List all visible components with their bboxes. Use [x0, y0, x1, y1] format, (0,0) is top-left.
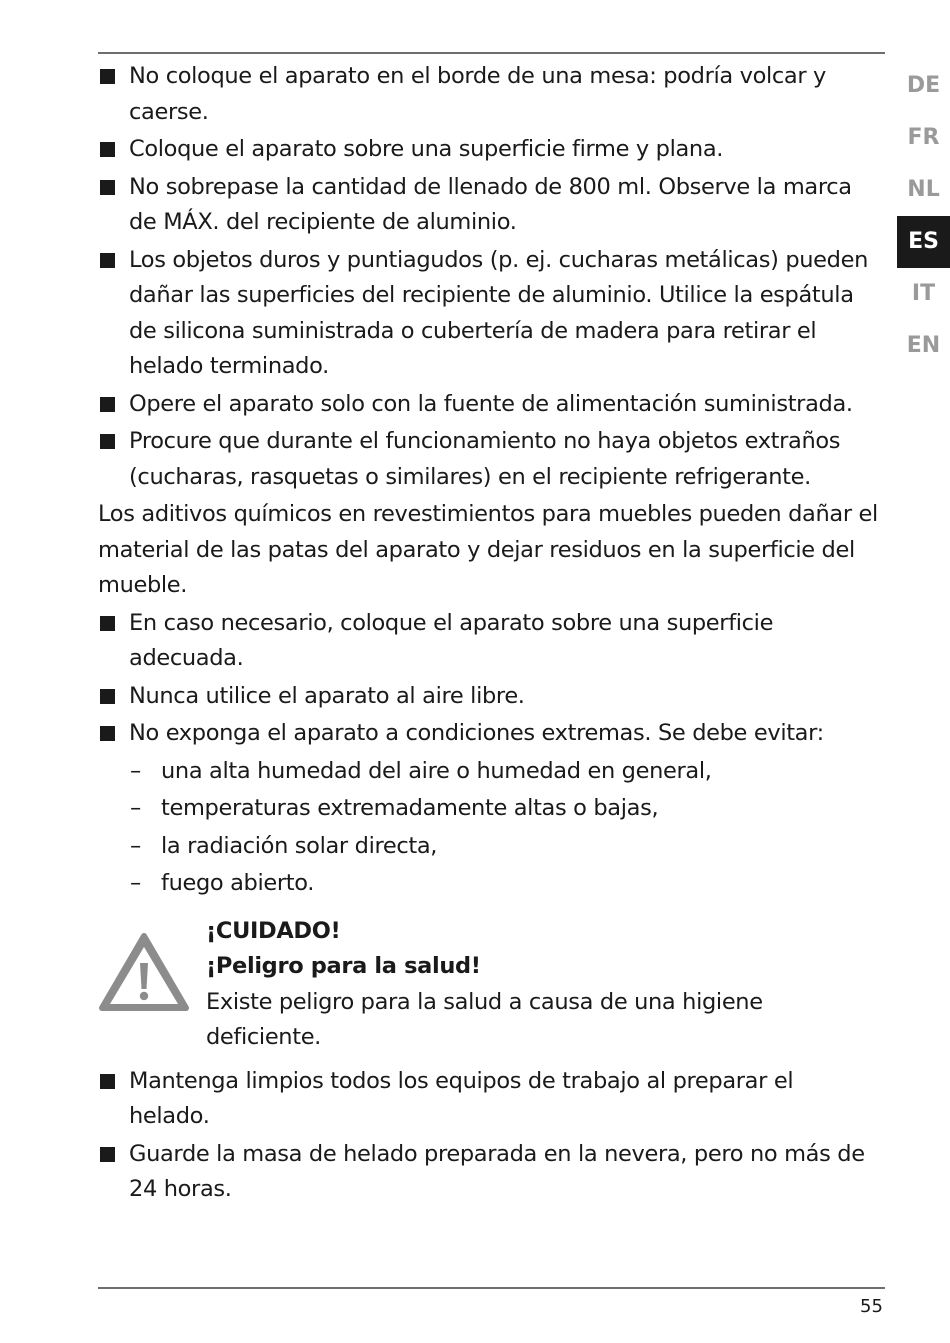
list-item-text: En caso necesario, coloque el aparato sobre una superficie adecuada.: [129, 609, 774, 671]
bottom-rule: [98, 1287, 885, 1289]
tab-fr[interactable]: FR: [907, 125, 940, 150]
square-bullet-icon: [100, 397, 115, 412]
list-item: [98, 424, 878, 495]
list-item-text: Opere el aparato solo con la fuente de alimentación suministrada.: [129, 390, 853, 417]
square-bullet-icon: [100, 142, 115, 157]
list-item: [98, 1064, 878, 1135]
dash-item-text: temperaturas extremadamente altas o bajas,: [161, 795, 659, 821]
main-content: [98, 58, 878, 1210]
dash-item: [98, 791, 878, 827]
square-bullet-icon: [100, 1147, 115, 1162]
square-bullet-icon: [100, 434, 115, 449]
list-item: [98, 59, 878, 130]
list-item: [98, 387, 878, 423]
top-rule: [98, 52, 885, 54]
list-item-text: Nunca utilice el aparato al aire libre.: [129, 682, 525, 709]
list-item: [98, 679, 878, 715]
dash-marker: –: [130, 870, 141, 896]
warning-triangle-icon: [98, 932, 190, 1012]
tab-de[interactable]: DE: [906, 73, 941, 98]
warning-block: [98, 914, 878, 1056]
dash-marker: –: [130, 832, 141, 859]
list-item-text: No sobrepase la cantidad de llenado de 800 ml. Observe la marca de MÁX. del recipiente de aluminio.: [129, 173, 852, 235]
dash-item-text: fuego abierto.: [161, 870, 315, 896]
list-item-text: Mantenga limpios todos los equipos de trabajo al preparar el helado.: [129, 1067, 794, 1129]
warning-title: ¡CUIDADO!: [206, 917, 341, 944]
square-bullet-icon: [100, 180, 115, 195]
dash-item: [98, 866, 878, 902]
body-paragraph: Los aditivos químicos en revestimientos para muebles pueden dañar el material de las patas del aparato y dejar residuos en la superficie del mueble.: [98, 501, 878, 598]
list-item: [98, 606, 878, 677]
square-bullet-icon: [100, 689, 115, 704]
list-item-text: No coloque el aparato en el borde de una mesa: podría volcar y caerse.: [129, 63, 827, 125]
list-item: [98, 716, 878, 752]
square-bullet-icon: [100, 253, 115, 268]
list-item: [98, 1137, 878, 1208]
list-item-text: Los objetos duros y puntiagudos (p. ej. cucharas metálicas) pueden dañar las superficies del recipiente de aluminio. Utilice la espátula de silicona suministrada o cubertería de madera para retirar el helado terminado.: [129, 246, 869, 379]
list-item-text: Procure que durante el funcionamiento no haya objetos extraños (cucharas, rasquetas o similares) en el recipiente refrigerante.: [129, 428, 841, 490]
dash-item-text: una alta humedad del aire o humedad en general,: [161, 757, 712, 784]
list-item: [98, 243, 878, 385]
list-item-text: No exponga el aparato a condiciones extremas. Se debe evitar:: [129, 720, 824, 746]
page-number: 55: [860, 1296, 883, 1317]
dash-marker: –: [130, 795, 141, 821]
warning-text: Existe peligro para la salud a causa de una higiene deficiente.: [206, 988, 763, 1050]
tab-en[interactable]: EN: [906, 333, 941, 358]
dash-item-text: la radiación solar directa,: [161, 832, 438, 859]
list-item: [98, 132, 878, 168]
list-item: [98, 170, 878, 241]
dash-marker: –: [130, 757, 141, 784]
dash-item: [98, 754, 878, 790]
list-item-text: Guarde la masa de helado preparada en la nevera, pero no más de 24 horas.: [129, 1140, 865, 1202]
dash-item: [98, 829, 878, 865]
language-tabs: [897, 60, 950, 372]
list-item-text: Coloque el aparato sobre una superficie firme y plana.: [129, 136, 724, 162]
square-bullet-icon: [100, 1074, 115, 1089]
tab-es[interactable]: ES: [897, 216, 950, 268]
tab-nl[interactable]: NL: [907, 177, 940, 202]
square-bullet-icon: [100, 69, 115, 84]
square-bullet-icon: [100, 616, 115, 631]
square-bullet-icon: [100, 726, 115, 741]
warning-subtitle: ¡Peligro para la salud!: [206, 953, 481, 979]
tab-it[interactable]: IT: [911, 281, 936, 306]
